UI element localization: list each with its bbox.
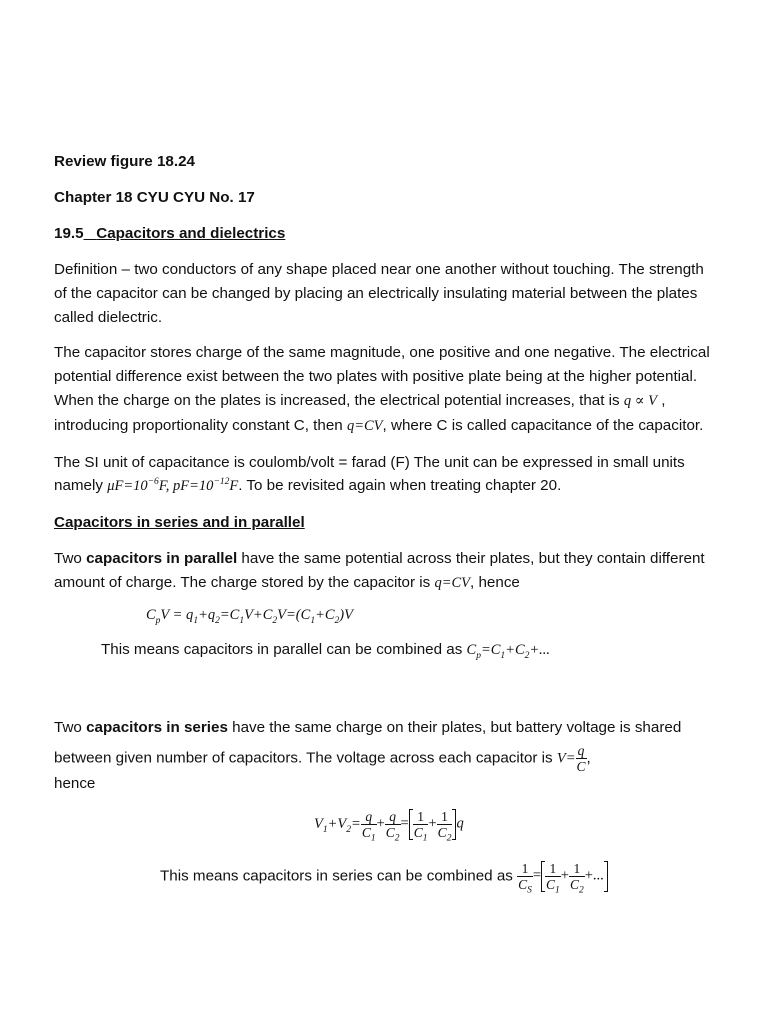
document-page [54,150,714,897]
definition-paragraph: Definition – two conductors of any shape placed near one another without touching. The strength of the capacitor can be changed by placing an electrically insulating material between the plates called dielectric. [54,261,704,326]
series-parallel-heading: Capacitors in series and in parallel [54,514,305,532]
parallel-paragraph: Two capacitors in parallel have the same potential across their plates, but they contain different amount of charge. The charge stored by the capacitor is q=CV, hence [54,550,705,591]
stores-charge-text-3: , where C is called capacitance of the capacitor. [382,416,704,434]
proportional-expression: q ∝ V [623,392,658,409]
series-combine-lhs: $\frac{1}{C_S}$ [518,861,532,897]
parallel-combine-equation: $C_p=C_1+C_2+$... [466,641,551,661]
parallel-equation: $C_pV = q_1+q_2=C_1V+C_2V=(C_1+C_2)V$ [146,606,353,626]
parallel-charge-equation: q=CV [434,574,471,591]
section-number: 19.5 [54,225,84,242]
series-voltage-equation: $V_1+V_2=$ $\frac{q}{C_1}$ + $\frac{q}{C_2}$ = $\frac{1}{C_1}$ + $\frac{1}{C_2}$ q [314,809,464,845]
series-bold-term: capacitors in series [86,718,228,736]
stores-charge-paragraph [54,341,714,438]
voltage-fraction: $\frac{q}{C}$ [576,742,586,774]
si-unit-text-2: . To be revisited again when treating chapter 20. [238,477,562,495]
microfarad-expression: $\mu F=10^{-6}F$, $pF=10^{-12}F$ [107,477,239,495]
review-heading: Review figure 18.24 [54,153,195,170]
series-combine-rhs: $\frac{1}{C_1}$ + $\frac{1}{C_2}$ +... [541,861,608,892]
series-hence: hence [54,774,96,792]
cyu-heading: Chapter 18 CYU CYU No. 17 [54,189,255,206]
section-title: Capacitors and dielectrics [96,225,286,242]
stores-charge-text-2: , introducing proportionality constant C, then [54,391,666,434]
series-combine-line: This means capacitors in series can be combined as $\frac{1}{C_S}$ = $\frac{1}{C_1}$ + $\frac{1}{C_2}$ +... [54,861,714,892]
si-unit-paragraph [54,451,714,500]
si-unit-text: The SI unit of capacitance is coulomb/volt = farad (F) The unit can be expressed in small units namely [54,453,685,495]
series-paragraph: Two capacitors in series have the same charge on their plates, but battery voltage is shared between given number of capacitors. The voltage across each capacitor is V= $\frac{q}{C}$ , [54,718,682,774]
parallel-combine-line [54,638,714,663]
stores-charge-text: The capacitor stores charge of the same magnitude, one positive and one negative. The electrical potential difference exist between the two plates with positive plate being at the higher potential. When the charge on the plates is increased, the electrical potential increases, that is [54,344,710,409]
section-heading: 19.5_ Capacitors and dielectrics [54,225,286,242]
series-combine-text: This means capacitors in series can be combined as [160,867,518,885]
parallel-bold-term: capacitors in parallel [86,550,238,568]
parallel-combine-text: This means capacitors in parallel can be combined as [101,640,467,658]
capacitance-equation: q=CV [346,417,383,434]
